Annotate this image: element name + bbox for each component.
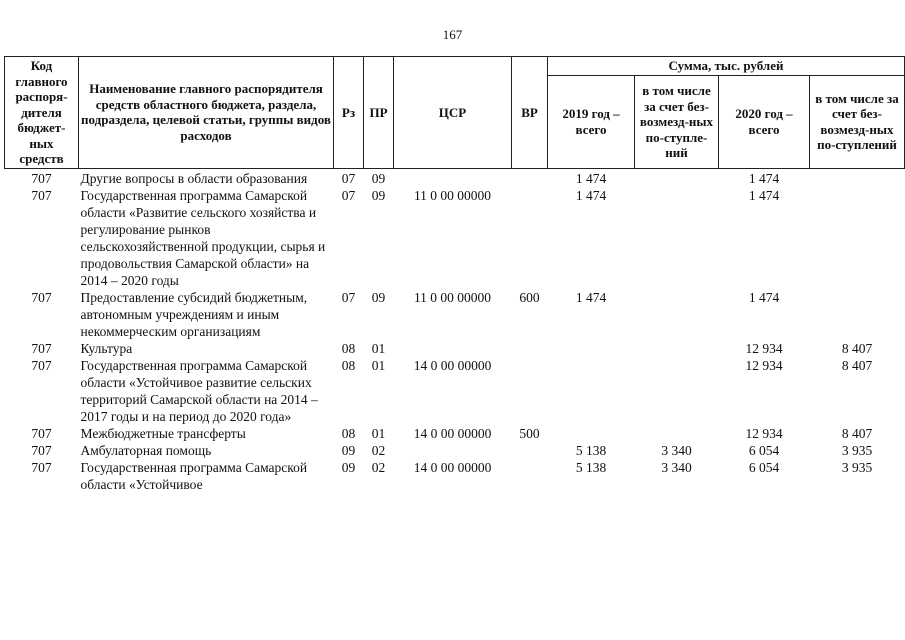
cell-incl-2020: 8 407 xyxy=(841,425,873,441)
cell-incl-2020: 8 407 xyxy=(841,340,873,356)
cell-vr xyxy=(512,357,548,425)
table-row xyxy=(5,187,905,289)
cell-code: 707 xyxy=(31,170,52,186)
cell-name: Предоставление субсидий бюджетным, автономным учреждениям и иным некоммерческим организациям xyxy=(80,289,308,339)
budget-table xyxy=(4,56,905,493)
cell-total-2019 xyxy=(548,357,635,425)
header-total-2020: 2020 год – всего xyxy=(719,76,810,169)
cell-total-2020: 1 474 xyxy=(748,187,780,203)
cell-incl-2019: 3 340 xyxy=(661,442,692,458)
cell-name: Государственная программа Самарской области «Устойчивое xyxy=(80,459,308,492)
header-pr: ПР xyxy=(364,57,394,169)
header-rz: Рз xyxy=(334,57,364,169)
cell-total-2020: 6 054 xyxy=(748,442,780,458)
cell-incl-2019 xyxy=(635,187,719,289)
cell-total-2020: 1 474 xyxy=(748,170,780,186)
cell-incl-2019 xyxy=(635,425,719,442)
header-vr: ВР xyxy=(512,57,548,169)
cell-code: 707 xyxy=(31,442,52,458)
table-row xyxy=(5,425,905,442)
cell-code: 707 xyxy=(31,459,52,475)
cell-total-2019: 1 474 xyxy=(575,170,607,186)
header-sum-group: Сумма, тыс. рублей xyxy=(548,57,905,76)
cell-incl-2020: 8 407 xyxy=(841,357,873,373)
cell-csr: 11 0 00 00000 xyxy=(413,289,492,305)
cell-pr: 02 xyxy=(371,442,386,458)
cell-total-2019: 1 474 xyxy=(575,289,607,305)
cell-total-2020: 6 054 xyxy=(748,459,780,475)
cell-pr: 01 xyxy=(371,340,386,356)
cell-csr: 14 0 00 00000 xyxy=(413,459,492,475)
cell-vr: 600 xyxy=(519,289,540,305)
cell-rz: 07 xyxy=(341,170,356,186)
cell-csr xyxy=(394,340,512,357)
cell-vr xyxy=(512,459,548,493)
cell-total-2019 xyxy=(548,340,635,357)
cell-code: 707 xyxy=(31,357,52,373)
cell-name: Государственная программа Самарской области «Развитие сельского хозяйства и регулирование рынков сельскохозяйственной продукции, сырья и продовольствия Самарской области» на 2014 – 2020 годы xyxy=(80,187,326,288)
cell-pr: 01 xyxy=(371,357,386,373)
cell-rz: 08 xyxy=(341,357,356,373)
header-name: Наименование главного распорядителя средств областного бюджета, раздела, подраздела, целевой статьи, группы видов расходов xyxy=(79,57,334,169)
cell-pr: 01 xyxy=(371,425,386,441)
cell-code: 707 xyxy=(31,289,52,305)
header-incl-2019: в том числе за счет без-возмезд-ных по-ступле-ний xyxy=(635,76,719,169)
cell-csr xyxy=(394,168,512,187)
cell-csr: 11 0 00 00000 xyxy=(413,187,492,203)
cell-rz: 08 xyxy=(341,340,356,356)
table-row xyxy=(5,289,905,340)
cell-incl-2020 xyxy=(810,187,905,289)
cell-vr xyxy=(512,187,548,289)
cell-incl-2020 xyxy=(810,289,905,340)
cell-code: 707 xyxy=(31,187,52,203)
cell-name: Амбулаторная помощь xyxy=(80,442,212,458)
cell-vr xyxy=(512,442,548,459)
cell-incl-2020: 3 935 xyxy=(841,459,873,475)
cell-vr: 500 xyxy=(519,425,540,441)
cell-total-2019: 5 138 xyxy=(575,459,607,475)
table-body xyxy=(5,168,905,493)
table-header xyxy=(5,57,905,169)
cell-pr: 02 xyxy=(371,459,386,475)
cell-pr: 09 xyxy=(371,187,386,203)
cell-incl-2020: 3 935 xyxy=(841,442,873,458)
cell-code: 707 xyxy=(31,425,52,441)
cell-total-2020: 12 934 xyxy=(745,340,783,356)
cell-incl-2020 xyxy=(810,168,905,187)
cell-csr xyxy=(394,442,512,459)
cell-incl-2019 xyxy=(635,357,719,425)
cell-total-2019 xyxy=(548,425,635,442)
cell-vr xyxy=(512,340,548,357)
table-row xyxy=(5,459,905,493)
cell-incl-2019: 3 340 xyxy=(661,459,692,475)
cell-total-2020: 1 474 xyxy=(748,289,780,305)
cell-vr xyxy=(512,168,548,187)
header-total-2019: 2019 год – всего xyxy=(548,76,635,169)
cell-name: Государственная программа Самарской области «Устойчивое развитие сельских территорий Самарской области на 2014 – 2017 годы и на период до 2020 года» xyxy=(80,357,318,424)
header-code: Код главного распоря-дителя бюджет-ных средств xyxy=(5,57,79,169)
cell-total-2020: 12 934 xyxy=(745,425,783,441)
cell-pr: 09 xyxy=(371,289,386,305)
table-row xyxy=(5,357,905,425)
header-incl-2020: в том числе за счет без-возмезд-ных по-ступлений xyxy=(810,76,905,169)
cell-total-2019: 1 474 xyxy=(575,187,607,203)
cell-rz: 08 xyxy=(341,425,356,441)
cell-csr: 14 0 00 00000 xyxy=(413,357,492,373)
cell-rz: 09 xyxy=(341,459,356,475)
cell-csr: 14 0 00 00000 xyxy=(413,425,492,441)
cell-total-2019: 5 138 xyxy=(575,442,607,458)
header-csr: ЦСР xyxy=(394,57,512,169)
cell-name: Межбюджетные трансферты xyxy=(80,425,246,441)
cell-incl-2019 xyxy=(635,289,719,340)
table-row xyxy=(5,442,905,459)
table-row xyxy=(5,168,905,187)
cell-incl-2019 xyxy=(635,340,719,357)
cell-rz: 07 xyxy=(341,187,356,203)
cell-rz: 09 xyxy=(341,442,356,458)
cell-name: Культура xyxy=(80,340,133,356)
cell-pr: 09 xyxy=(371,170,386,186)
page-number: 167 xyxy=(442,27,463,42)
cell-code: 707 xyxy=(31,340,52,356)
cell-incl-2019 xyxy=(635,168,719,187)
cell-rz: 07 xyxy=(341,289,356,305)
cell-total-2020: 12 934 xyxy=(745,357,783,373)
table-row xyxy=(5,340,905,357)
cell-name: Другие вопросы в области образования xyxy=(80,170,308,186)
